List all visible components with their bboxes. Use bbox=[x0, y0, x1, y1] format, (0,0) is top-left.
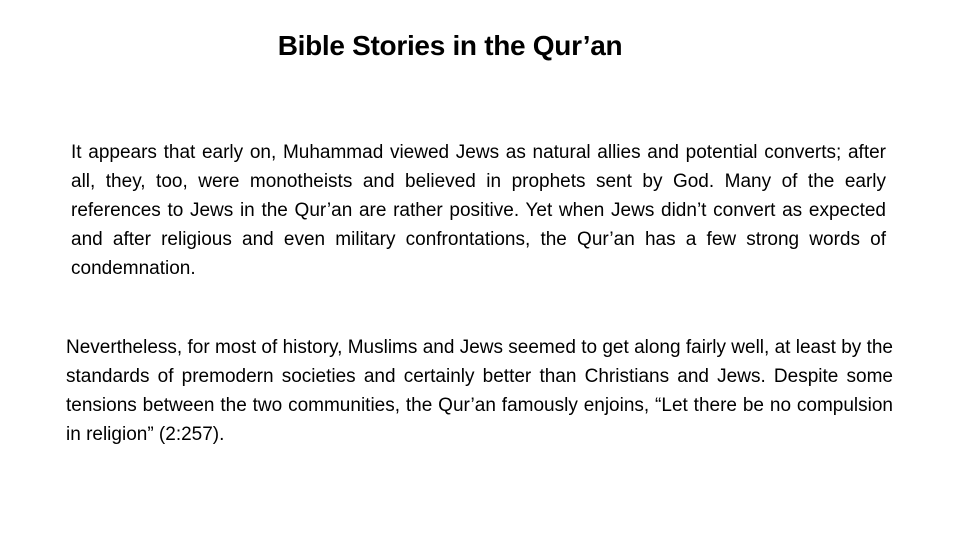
paragraph-early-relations: It appears that early on, Muhammad viewed Jews as natural allies and potential converts; after all, they, too, were monotheists and believed in prophets sent by God. Many of the early references to Jews in the Qur’an are rather positive. Yet when Jews didn’t convert as expected and after religious and even military confrontations, the Qur’an has a few strong words of condemnation. bbox=[71, 142, 886, 279]
slide-title: Bible Stories in the Qur’an bbox=[277, 30, 623, 61]
paragraph-coexistence: Nevertheless, for most of history, Muslims and Jews seemed to get along fairly well, at least by the standards of premodern societies and certainly better than Christians and Jews. Despite some tensions between the two communities, the Qur’an famously enjoins, “Let there be no compulsion in religion” (2:257). bbox=[66, 337, 893, 445]
